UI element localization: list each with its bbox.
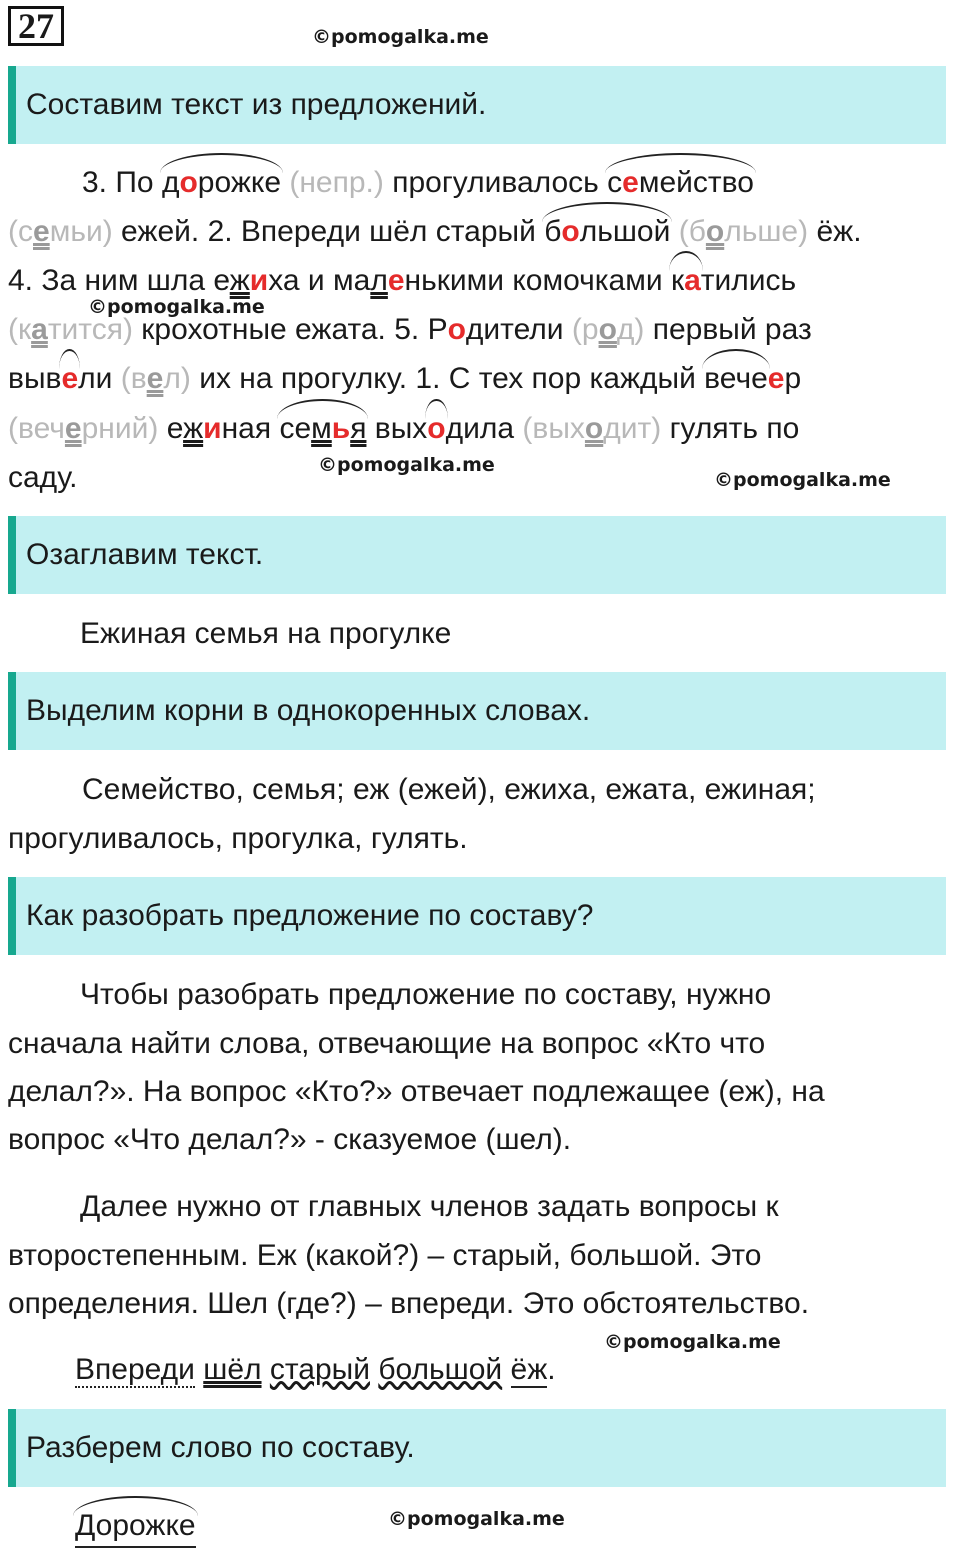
section-title-parse-word: Разберем слово по составу.	[8, 1409, 946, 1487]
section-title-title-text: Озаглавим текст.	[8, 516, 946, 594]
adverbial-word: Впереди	[75, 1353, 195, 1386]
section-title-parse-sentence: Как разобрать предложение по составу?	[8, 877, 946, 955]
roots-line-2: прогуливалось, прогулка, гулять.	[8, 822, 468, 855]
subject-word: ёж	[510, 1353, 548, 1386]
predicate-word: шёл	[203, 1353, 262, 1386]
watermark: ©pomogalka.me	[714, 469, 891, 491]
watermark: ©pomogalka.me	[318, 454, 495, 476]
section-title-compose: Составим текст из предложений.	[8, 66, 946, 144]
section-title-roots: Выделим корни в однокоренных словах.	[8, 672, 946, 750]
watermark: ©pomogalka.me	[88, 296, 265, 318]
attribute-word: старый	[269, 1353, 370, 1386]
text-title-answer: Ежиная семья на прогулке	[80, 617, 452, 650]
watermark: ©pomogalka.me	[388, 1508, 565, 1530]
task-number: 27	[8, 6, 64, 46]
attribute-word: большой	[378, 1353, 503, 1386]
watermark: ©pomogalka.me	[312, 26, 489, 48]
roots-line-1: Семейство, семья; еж (ежей), ежиха, ежата, ежиная;	[82, 773, 816, 806]
watermark: ©pomogalka.me	[604, 1331, 781, 1353]
parsed-word: Дорожке	[75, 1506, 196, 1546]
parsed-sentence: Впереди шёл старый большой ёж.	[75, 1353, 556, 1386]
